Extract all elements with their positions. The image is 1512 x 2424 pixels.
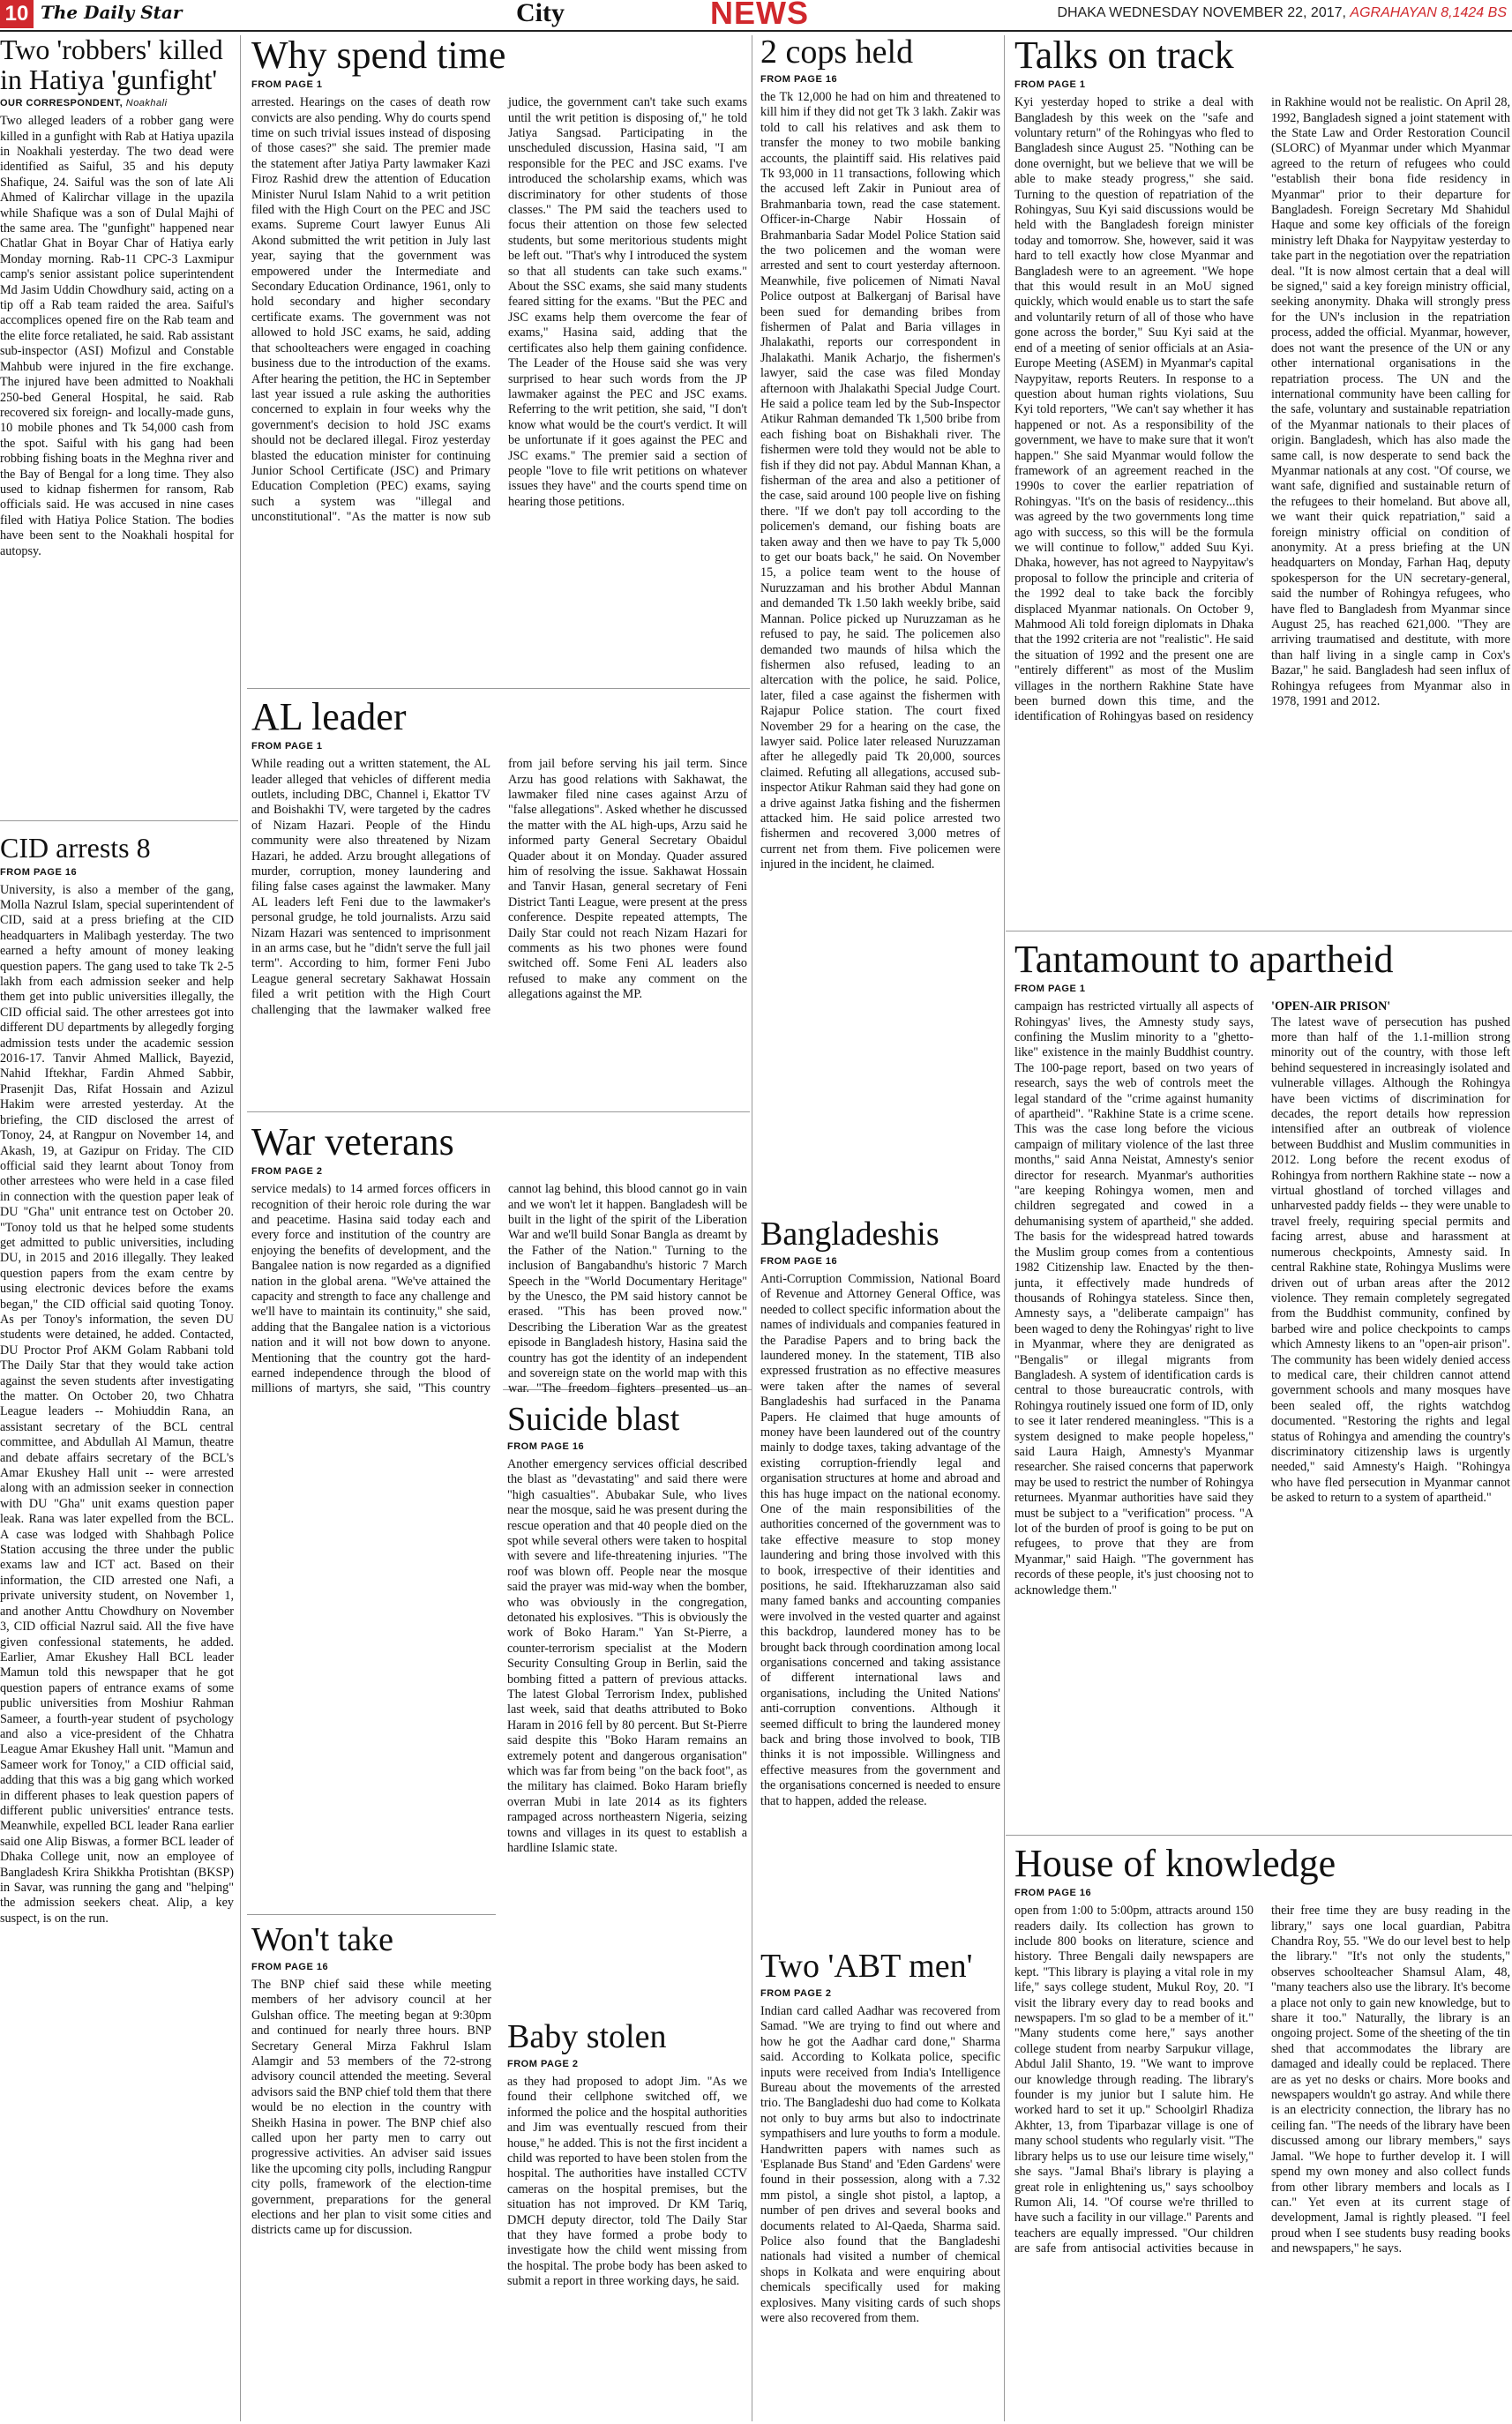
headline: Baby stolen xyxy=(507,2020,667,2055)
article-bangladeshis xyxy=(760,1217,1000,1936)
article-body: Two alleged leaders of a robber gang were killed in a gunfight with Rab at Hatiya upazila in Noakhali yesterday. The two dead were identified as Saiful, 35 and his deputy Shafique, 24. Saiful was the son of late Ali Ahmed of Kalirchar village in the upazila while Shafique was a son of Dulal Majhi of the same area. The "gunfight" happened near Chatlar Ghat in Boyar Char of Hatiya early Monday morning. Rab-11 CPC-3 Laxmipur camp's senior assistant police superintendent Md Jasim Uddin Chowdhury said, acting on a tip off a Rab team raided the area. Saiful's accomplices opened fire on the Rab team and the elite force retaliated, he said. Rab assistant sub-inspector (ASI) Mofizul and Constable Mahbub were injured in the fire exchange. The injured have been admitted to Noakhali 250-bed General Hospital, he said. Rab recovered six foreign- and locally-made guns, 10 mobile phones and Tk 54,000 cash from the spot. Saiful with his gang had been robbing fishing boats in the Meghna river and the Bay of Bengal for a long time. They also used to kidnap fishermen for ransom, Rab officials said. He was accused in nine cases filed with Hatiya Police Station. The bodies have been sent to the Noakhali hospital for autopsy. xyxy=(0,114,234,558)
from-page: FROM PAGE 1 xyxy=(251,741,323,752)
article-house-of-knowledge xyxy=(1014,1844,1510,2421)
headline: Suicide blast xyxy=(507,1403,680,1438)
headline: CID arrests 8 xyxy=(0,834,151,864)
from-page: FROM PAGE 2 xyxy=(760,1987,832,1999)
article-talks-on-track xyxy=(1014,35,1510,922)
subhead: 'OPEN-AIR PRISON' xyxy=(1271,999,1391,1014)
from-page: FROM PAGE 16 xyxy=(760,73,838,85)
from-page: FROM PAGE 1 xyxy=(1014,79,1086,91)
article-two-abt-men xyxy=(760,1949,1000,2421)
headline: AL leader xyxy=(251,697,407,738)
article-war-veterans xyxy=(251,1122,747,1404)
page-header xyxy=(0,0,1512,32)
from-page: FROM PAGE 16 xyxy=(760,1255,838,1267)
article-robbers xyxy=(0,35,234,816)
dateline xyxy=(1057,5,1507,21)
article-baby-stolen xyxy=(507,2020,747,2421)
article-body: Anti-Corruption Commission, National Board of Revenue and Attorney General Office, was needed to collect specific information about the names of individuals and companies featured in the Paradise Papers and to bring back the laundered money. In the statement, TIB also expressed frustration as no effective measures were taken after the names of several Bangladeshis had surfaced in the Panama Papers. He claimed that huge amounts of money have been laundered out of the country mainly to dodge taxes, taking advantage of the existing corruption-friendly legal and organisation structures at home and abroad and this has huge impact on the national economy. One of the main responsibilities of the authorities concerned of the government was to take effective measure to stop money laundering and bring those involved with this to book, irrespective of their identities and positions, he said. Iftekharuzzaman also said many famed banks and accounting companies were involved in the vested quarter and against this backdrop, laundered money has to be brought back through coordination among local organisations concerned and taking assistance of different international laws and organisations, including the United Nations' anti-corruption conventions. Although it seemed difficult to bring the laundered money back and bring those involved to book, TIB thinks it is not impossible. Willingness and effective measures from the government and the organisations concerned is needed to ensure that to happen, added the release. xyxy=(760,1271,1000,1808)
section-title: City xyxy=(516,0,565,27)
bangla-date: AGRAHAYAN 8,1424 BS xyxy=(1350,5,1507,20)
date-text: DHAKA WEDNESDAY NOVEMBER 22, 2017, xyxy=(1057,5,1346,20)
article-body: While reading out a written statement, the AL leader alleged that vehicles of different media outlets, including DBC, Channel i, Ekattor TV and Boishakhi TV, were targeted by the cadres of Nizam Hazari. People of the Hindu community were also threatened by Nizam Hazari, he added. Arzu brought allegations of murder, corruption, money laundering and filing false cases against the lawmaker. Many AL leaders left Feni due to the lawmaker's personal grudge, he told journalists. Arzu said Nizam Hazari was sentenced to imprisonment in an arms case, but he "didn't serve the full jail term". According to him, former Feni Jubo League general secretary Sakhawat Hossain filed a writ petition with the High Court challenging that the lawmaker walked free from jail before serving his jail term. Since Arzu has good relations with Sakhawat, the lawmaker filed nine cases against Arzu of "false allegations". Asked whether he discussed the matter with the AL high-ups, Arzu said he informed party General Secretary Obaidul Quader about it on Monday. Quader assured him of resolving the issue. Sakhawat Hossain and Tanvir Hasan, general secretary of Feni District Tanti League, were present at the press conference. Despite repeated attempts, The Daily Star could not reach Nizam Hazari for comments as his two phones were found switched off. Some Feni AL leaders also refused to make any comment on the allegations against the MP. xyxy=(251,757,747,1017)
article-body: as they had proposed to adopt Jim. "As we found their cellphone switched off, we informed the police and the hospital authorities and Jim was eventually rescued from their house," he added. This is not the first incident a child was reported to have been stolen from the hospital. The authorities have installed CCTV cameras on the hospital premises, but the situation has not improved. Dr KM Tariq, DMCH deputy director, told The Daily Star that they have formed a probe body to investigate how the child went missing from the hospital. The probe body has been asked to submit a report in three working days, he said. xyxy=(507,2074,747,2289)
from-page: FROM PAGE 1 xyxy=(251,79,323,91)
headline: Tantamount to apartheid xyxy=(1014,939,1394,981)
from-page: FROM PAGE 16 xyxy=(1014,1888,1092,1899)
article-body: Another emergency services official described the blast as "devastating" and said there were "high casualties". Abubakar Sule, who lives near the mosque, said he was present during the rescue operation and that 40 people died on the spot while several others were taken to hospital with severe and life-threatening injuries. "The roof was blown off. People near the mosque said the prayer was mid-way when the bomber, who was obviously in the congregation, detonated his explosives. "This is obviously the work of Boko Haram." Yan St-Pierre, a counter-terrorism specialist at the Modern Security Consulting Group in Berlin, said the bombing fitted a pattern of previous attacks. The latest Global Terrorism Index, published last week, said that deaths attributed to Boko Haram in 2016 fell by 80 percent. But St-Pierre said despite this "Boko Haram remains an extremely potent and dangerous organisation" which was far from being "on the back foot", as the military has claimed. Boko Haram briefly overran Mubi in late 2014 as its fighters rampaged across northeastern Nigeria, seizing towns and villages in its quest to establish a hardline Islamic state. xyxy=(507,1456,747,1856)
headline: House of knowledge xyxy=(1014,1844,1336,1885)
headline: Two 'robbers' killed in Hatiya 'gunfight' xyxy=(0,35,223,95)
from-page: FROM PAGE 16 xyxy=(507,1440,585,1452)
article-body: Kyi yesterday hoped to strike a deal with Bangladesh by this week on the "safe and voluntary return" of the Rohingyas who fled to Bangladesh since August 25. "Nothing can be done overnight, but we believe that we will be able to make steady progress," she said. Turning to the question of repatriation of the Rohingyas, Suu Kyi said discussions would be held with the Bangladesh foreign minister today and tomorrow. She, however, said it was hard to tell exactly how close Myanmar and Bangladesh were to an agreement. "We hope that this would result in an MoU signed quickly, which would enable us to start the safe and voluntarily return of all of those who have gone across the border," Suu Kyi said at the end of a meeting of senior officials at an Asia-Europe Meeting (ASEM) in Myanmar's capital Naypyitaw, reports Reuters. In response to a question about human rights violations, Suu Kyi told reporters, "We can't say whether it has happened or not. As a responsibility of the government, we have to make sure that it won't happen." She said Myanmar would follow the framework of an agreement reached in the 1990s to cover the earlier repatriation of Rohingyas. "It's on the basis of residency...this was agreed by the two governments long time ago with success, so this will be the formula we will continue to follow," added Suu Kyi. Dhaka, however, has not agreed to Naypyitaw's proposal to follow the principle and criteria of the 1992 deal to take back the forcibly displaced Myanmar nationals. On October 9, Mahmood Ali told foreign diplomats in Dhaka that the 1992 criteria are not "realistic". He said the situation of 1992 and the present one are "entirely different" as most of the Muslim villages in the northern Rakhine State have been burned down this time, and the identification of Rohingyas based on residency in Rakhine would not be realistic. On April 28, 1992, Bangladesh signed a joint statement with the State Law and Order Restoration Council (SLORC) of Myanmar under which Myanmar agreed to the return of refugees who could "establish their bona fide residency in Myanmar" prior to their departure for Bangladesh. Foreign Secretary Md Shahidul Haque and some key officials of the foreign ministry left Dhaka for Naypyitaw yesterday to take part in the negotiation over the repatriation deal. "It is now almost certain that a deal will be signed," said a key foreign ministry official, seeking anonymity. Dhaka will strongly press for the UN's inclusion in the repatriation process, added the official. Myanmar, however, does not want the presence of the UN or any other international organisations in the repatriation process. The UN and the international community have been calling for the safe, voluntary and sustainable repatriation of the Myanmar nationals to their places of origin. Bangladesh, which has also made the same call, is now desperate to send back the Myanmar nationals at any cost. "Of course, we want safe, dignified and sustainable return of the refugees to their homeland. But above all, we want their quick repatriation," said a foreign ministry official on condition of anonymity. At a press briefing at the UN headquarters on Monday, Farhan Haq, deputy spokesperson for the UN secretary-general, said the number of Rohingya refugees, who have fled to Bangladesh from Myanmar since August 25, has reached 621,000. "They are arriving traumatised and destitute, with more than half living in a single camp in Cox's Bazar," he said. Bangladesh had seen influx of Rohingya refugees from Myanmar also in 1978, 1991 and 2012. xyxy=(1014,95,1510,724)
article-cid-arrests xyxy=(0,834,234,2421)
headline: Bangladeshis xyxy=(760,1217,939,1253)
article-wont-take xyxy=(251,1923,491,2421)
from-page: FROM PAGE 2 xyxy=(507,2058,579,2069)
headline: Why spend time xyxy=(251,35,506,77)
article-body: The BNP chief said these while meeting members of her advisory council at her Gulshan office. The meeting began at 9:30pm and continued for nearly three hours. BNP Secretary General Mirza Fakhrul Islam Alamgir and 53 members of the 72-strong advisory council attended the meeting. Several advisors said the BNP chief told them that there would be no election in the country with Sheikh Hasina in power. The BNP chief also called upon her party men to carry out progressive activities. An adviser said issues like the upcoming city polls, including Rangpur city polls, framework of the election-time government, preparations for the general elections and her plan to visit some cities and districts came up for discussion. xyxy=(251,1977,491,2238)
headline: War veterans xyxy=(251,1122,454,1163)
from-page: FROM PAGE 1 xyxy=(1014,984,1086,995)
article-body-col1: campaign has restricted virtually all aspects of Rohingyas' lives, the Amnesty study says, confining the Muslim minority to a "ghetto-like" existence in the mainly Buddhist country. The 100-page report, based on two years of research, says the web of controls meet the legal standard of the "crime against humanity of apartheid". "Rakhine State is a crime scene. This was the case long before the vicious campaign of military violence of the last three months," said Anna Neistat, Amnesty's senior director for research. Myanmar's authorities "are keeping Rohingya women, men and children segregated and cowed in a dehumanising system of apartheid," she added. The basis for the widespread hatred towards the Muslim group comes from a contentious 1982 Citizenship law. Enacted by the then-junta, it effectively made hundreds of thousands of Rohingya stateless. Since then, Amnesty says, a "deliberate campaign" has been waged to deny the Rohingyas' right to live in Myanmar, where they are denigrated as "Bengalis" or illegal migrants from Bangladesh. A system of identification cards is central to those bureaucratic controls, with Rohingya routinely issued one form of ID, only to see it later rendered meaningless. "This is a system designed to make people hopeless," said Laura Haigh, Amnesty's Myanmar researcher. She raised concerns that paperwork may be used to restrict the number of Rohingya returnees. Myanmar authorities have said they must be subject to a "verification" process. "A lot of the burden of proof is going to be put on refugees, to prove that they are from Myanmar," said Haigh. "The government has records of these people, it's just choosing not to acknowledge them." xyxy=(1014,999,1254,1597)
headline: Talks on track xyxy=(1014,35,1234,77)
article-body: open from 1:00 to 5:00pm, attracts around 150 readers daily. Its collection has grown to include 800 books on literature, science and history. Three Bengali daily newspapers are kept. "This library is playing a vital role in my life," says college student, Mukul Roy, 20. "I visit the library every day to read books and newspapers. I'm so glad to be a member of it." "Many students come here," says another college student from nearby Sarpukur village, Abdul Jalil Shanto, 19. "We want to improve our knowledge through reading. The library's founder is my junior but I salute him. He worked hard to set it up." Schoolgirl Rhadiza Akhter, 13, from Tiparbazar village is one of many school students who regularly visit. "The library helps us to use our leisure time wisely," she says. "Jamal Bhai's library is playing a great role in enlightening us," says schoolboy Rumon Ali, 14. "Of course we're thrilled to have such a facility in our village." Parents and teachers are equally impressed. "Our children are safe from antisocial activities because in their free time they are busy reading in the library," says one local guardian, Pabitra Chandra Roy, 55. "We do our level best to help the library." "It's not only the students," observes schoolteacher Shamsul Alam, 48, "many teachers also use the library. It's become a place not only to gain new knowledge, but to share it too." Naturally, the library is an ongoing project. Some of the sheeting of the tin shed that accommodates the library are damaged and ideally could be replaced. There are as yet no desks or chairs. More books and newspapers wouldn't go astray. And while there is an electricity connection, the library has no ceiling fan. "The needs of the library have been discussed among our library members," says Jamal. "We hope to further develop it. I will spend my own money and also collect funds from other library members and locals as I can." Yet even at its current stage of development, Jamal is rightly pleased. "I feel proud when I see students busy reading books and newspapers," he says. xyxy=(1014,1904,1510,2256)
article-body: the Tk 12,000 he had on him and threatened to kill him if they did not get Tk 3 lakh. Zakir was told to call his relatives and ask them to transfer the money to two mobile banking accounts, the plaintiff said. His relatives paid Tk 93,000 in 11 transactions, following which the accused left Zakir in Puniout area of Brahmanbaria town, read the case statement. Officer-in-Charge Nabir Hossain of Brahmanbaria Sadar Model Police Station said the two policemen and the woman were arrested and sent to court yesterday afternoon. Meanwhile, five policemen of Nimati Naval Police outpost at Balkerganj of Barisal have been sued for demanding bribes from fishermen of Palat and Baria villages in Jhalakathi, reports our correspondent in Jhalakathi. Manik Acharjo, the fishermen's lawyer, said the case was filed Monday afternoon with Jhalakathi Special Judge Court. He said a police team led by the Sub-Inspector Atikur Rahman demanded Tk 1,500 bribe from each fishing boat on Bishakhali river. The fishermen were told they would not be able to fish if they did not pay. Abdul Mannan Khan, a fisherman of the area and also a petitioner of the case, said around 100 people live on fishing there. "If we don't pay toll according to the policemen's demand, our fishing boats are taken away and then we have to pay Tk 5,000 to get our boats back," he said. On November 15, a police team went to the house of Nuruzzaman and his brother Abdul Mannan and demanded Tk 1.50 lakh weekly bribe, said Mannan. Police picked up Nuruzzaman as he refused to pay, he said. The policemen also demanded two maunds of hilsa which the fishermen also refused, leading to an altercation with the police, he said. Police, later, filed a case against the fishermen with Rajapur Police station. The court fixed November 29 for a hearing on the case, the lawyer said. Police later released Nuruzzaman after he allegedly paid Tk 20,000, sources claimed. Refuting all allegations, accused sub-inspector Atikur Rahman said they had gone on a drive against Jatka fishing and the fishermen attacked him. He said police arrested two fishermen and recovered 3,000 metres of current net from them. Five policemen were injured in the incident, he claimed. xyxy=(760,89,1000,872)
masthead-logo: The Daily Star xyxy=(41,2,183,23)
from-page: FROM PAGE 16 xyxy=(0,866,78,878)
article-al-leader xyxy=(251,697,747,1107)
article-tantamount-to-apartheid xyxy=(1014,939,1510,1826)
article-two-cops-held xyxy=(760,35,1000,1208)
article-body: Indian card called Aadhar was recovered from Samad. "We are trying to find out where and how he got the Aadhar card done," Sharma said. According to Kolkata police, specific inputs were received from India's Intelligence Bureau about the movements of the arrested trio. The Bangladeshi duo had come to Kolkata not only to buy arms but also to indoctrinate sympathisers and lure youths to form a module. Handwritten papers with names such as 'Esplanade Bus Stand' and 'Eden Gardens' were found in their possession, along with a 7.32 mm pistol, a single shot pistol, a laptop, a number of pen drives and several books and documents related to Al-Qaeda, Sharma said. Police also found that the Bangladeshi nationals had visited a number of chemical shops in Kolkata and were enquiring about chemicals specifically used for making explosives. Many visiting cards of such shops were also recovered from them. xyxy=(760,2003,1000,2326)
article-suicide-blast xyxy=(507,1403,747,1897)
from-page: FROM PAGE 16 xyxy=(251,1961,329,1972)
article-body: arrested. Hearings on the cases of death row convicts are also pending. Why do courts spend time on such trivial issues instead of disposing of those cases?" she said. The premier made the statement after Jatiya Party lawmaker Kazi Firoz Rashid drew the attention of Education Minister Nurul Islam Nahid to a writ petition filed with the High Court on the PEC and JSC exams. Supreme Court lawyer Eunus Ali Akond submitted the writ petition in July last year, saying that the government was empowered under the Intermediate and Secondary Education Ordinance, 1961, only to hold secondary and higher secondary certificate exams. The government was not allowed to hold JSC exams, he said, adding that schoolteachers were engaged in coaching business due to the introduction of the exams. After hearing the petition, the HC in September last year issued a rule asking the authorities concerned to explain in four weeks why the government's decision to hold JSC exams should not be declared illegal. Firoz yesterday blasted the education minister for continuing Junior School Certificate (JSC) and Primary Education Completion (PEC) exams, saying such a system was "illegal and unconstitutional". "As the matter is now sub judice, the government can't take such exams until the writ petition is disposing of," he told Jatiya Sangsad. Participating in the unscheduled discussion, Hasina said, "I am responsible for the PEC and JSC exams. I've introduced the scholarship exams, which was discriminatory for other students of those classes." The PM said the teachers used to focus their attention on those few selected students, but some meritorious students might be left out. "That's why I introduced the system so that all students can take such exams." About the SSC exams, she said many students feared sitting for the exams. "But the PEC and JSC exams help them overcome the fear of exams," Hasina said, adding that the certificates also help them gaining confidence. The Leader of the House said she was very surprised to hear such words from the JP lawmaker against the PEC and JSC exams. Referring to the writ petition, she said, "I don't know what would be the court's verdict. It will be unfortunate if it goes against the PEC and JSC exams." The premier said a section of people "love to file writ petitions on whatever issues they have" and the courts spend time on hearing those petitions. xyxy=(251,95,747,525)
article-body: service medals) to 14 armed forces officers in recognition of their heroic role during the war and peacetime. Hasina said today each and every force and institution of the country are enjoying the benefits of development, and the Bangalee nation is now regarded as a dignified nation in the global arena. "We've attained the capacity and strength to face any challenge and we'll have to maintain its continuity," she said, adding that the Bangalee nation is a victorious nation and it will not bow down to anyone. Mentioning that the country got the hard-earned independence through the blood of millions of martyrs, she said, "This country cannot lag behind, this blood cannot go in vain and we won't let it happen. Bangladesh will be built in the light of the spirit of the Liberation War and we'll build Sonar Bangla as dreamt by the Father of the Nation." Turning to the inclusion of Bangabandhu's historic 7 March Speech in the "World Documentary Heritage" by the Unesco, the PM said history cannot be erased. "This has been proved now." Describing the Liberation War as the greatest episode in Bangladesh history, Hasina said the country has got the identity of an independent and sovereign state on the world map with this war. "The freedom fighters presented us an xyxy=(251,1182,747,1396)
news-label: NEWS xyxy=(710,0,809,31)
from-page: FROM PAGE 2 xyxy=(251,1166,323,1178)
article-body-col2: The latest wave of persecution has pushed more than half of the 1.1-million strong minority out of the country, with those left behind sequestered in increasingly isolated and vulnerable villages. Although the Rohingya have been victims of discrimination for decades, the report details how repression intensified after an outbreak of violence between Buddhist and Muslim communities in 2012. Long before the recent exodus of Rohingya from northern Rakhine state -- now a virtual ghostland of torched villages and unharvested paddy fields -- they were unable to travel freely, requiring special permits and facing arrest, abuse and harassment at numerous checkpoints, Amnesty said. In central Rakhine state, Rohingya Muslims were driven out of urban areas after the 2012 violence. They remain completely segregated from the Buddhist community, confined by barbed wire and police checkpoints to camps which Amnesty likens to an "open-air prison". The community has been widely denied access to medical care, their children cannot attend government schools and many mosques have been sealed off, the rights watchdog documented. "Restoring the rights and legal status of Rohingya and amending the country's discriminatory citizenship laws is urgently needed," said Amnesty's Haigh. "Rohingya who have fled persecution in Myanmar cannot be asked to return to a system of apartheid." xyxy=(1271,1014,1510,1506)
page-number: 10 xyxy=(0,0,34,28)
headline: Won't take xyxy=(251,1923,394,1958)
headline: 2 cops held xyxy=(760,35,914,71)
article-body: University, is also a member of the gang, Molla Nazrul Islam, special superintendent of CID, said at a press briefing at the CID headquarters in Malibagh yesterday. The two earned a hefty amount of money leaking question papers. The gang used to take Tk 2-5 lakh from each admission seeker and help them get into public universities illegally, the CID official said. The other arrestees got into different DU departments by allegedly forging admission tests under the academic session 2016-17. Tanvir Ahmed Mallick, Bayezid, Nahid Iftekhar, Fardin Ahmed Sabbir, Prasenjit Das, Rifat Hossain and Azizul Hakim were arrested yesterday. At the briefing, the CID disclosed the arrest of Tonoy, 24, at Rangpur on November 14, and Akash, 19, at Gazipur on Friday. The CID official said they learnt about Tonoy from other arrestees who were held in a case filed in connection with the question paper leak of DU "Gha" unit entrance test on October 20. "Tonoy told us that he helped some students get admitted to public universities, including DU, in 2015 and 2016 illegally. They leaked question papers from the exam centre by using electronic devices before the exams began," the CID official said quoting Tonoy. As per Tonoy's information, the seven DU students were detained, he added. Contacted, DU Proctor Prof AKM Golam Rabbani told The Daily Star that they would take action against the seven students after investigating the matter. On October 20, two Chhatra League leaders -- Mohiuddin Rana, an assistant secretary of the BCL central committee, and Abdullah Al Mamun, theatre and debate affairs secretary of the BCL's Amar Ekushey Hall unit -- were arrested along with an admission seeker in connection with DU "Gha" unit exams question paper leak. Rana was later expelled from the BCL. A case was lodged with Shahbagh Police Station accusing the three under the public exams law and ICT act. Based on their information, the CID arrested one Nafi, a private university student, on November 1, and another Anttu Chowdhury on November 3, CID official Nazrul said. All the five have given confessional statements, he added. Earlier, Amar Ekushey Hall BCL leader Mamun told this newspaper that he got question papers of entrance exams of some public universities from Moshiur Rahman Sameer, a fourth-year student of psychology and also a vice-president of the Chhatra League Amar Ekushey Hall unit. "Mamun and Sameer work for Tonoy," a CID official said, adding that this was a big gang which worked in different phases to leak question papers of different public universities' entrance tests. Meanwhile, expelled BCL leader Rana earlier said one Alip Biswas, a former BCL leader of Dhaka College unit, now an employee of Bangladesh Krira Shikkha Protishtan (BKSP) in Savar, was running the gang and "helping" the admission seekers cheat. Alip, a key suspect, is on the run. xyxy=(0,882,234,1926)
byline: OUR CORRESPONDENT, Noakhali xyxy=(0,98,168,109)
article-why-spend-time xyxy=(251,35,747,684)
headline: Two 'ABT men' xyxy=(760,1949,973,1985)
